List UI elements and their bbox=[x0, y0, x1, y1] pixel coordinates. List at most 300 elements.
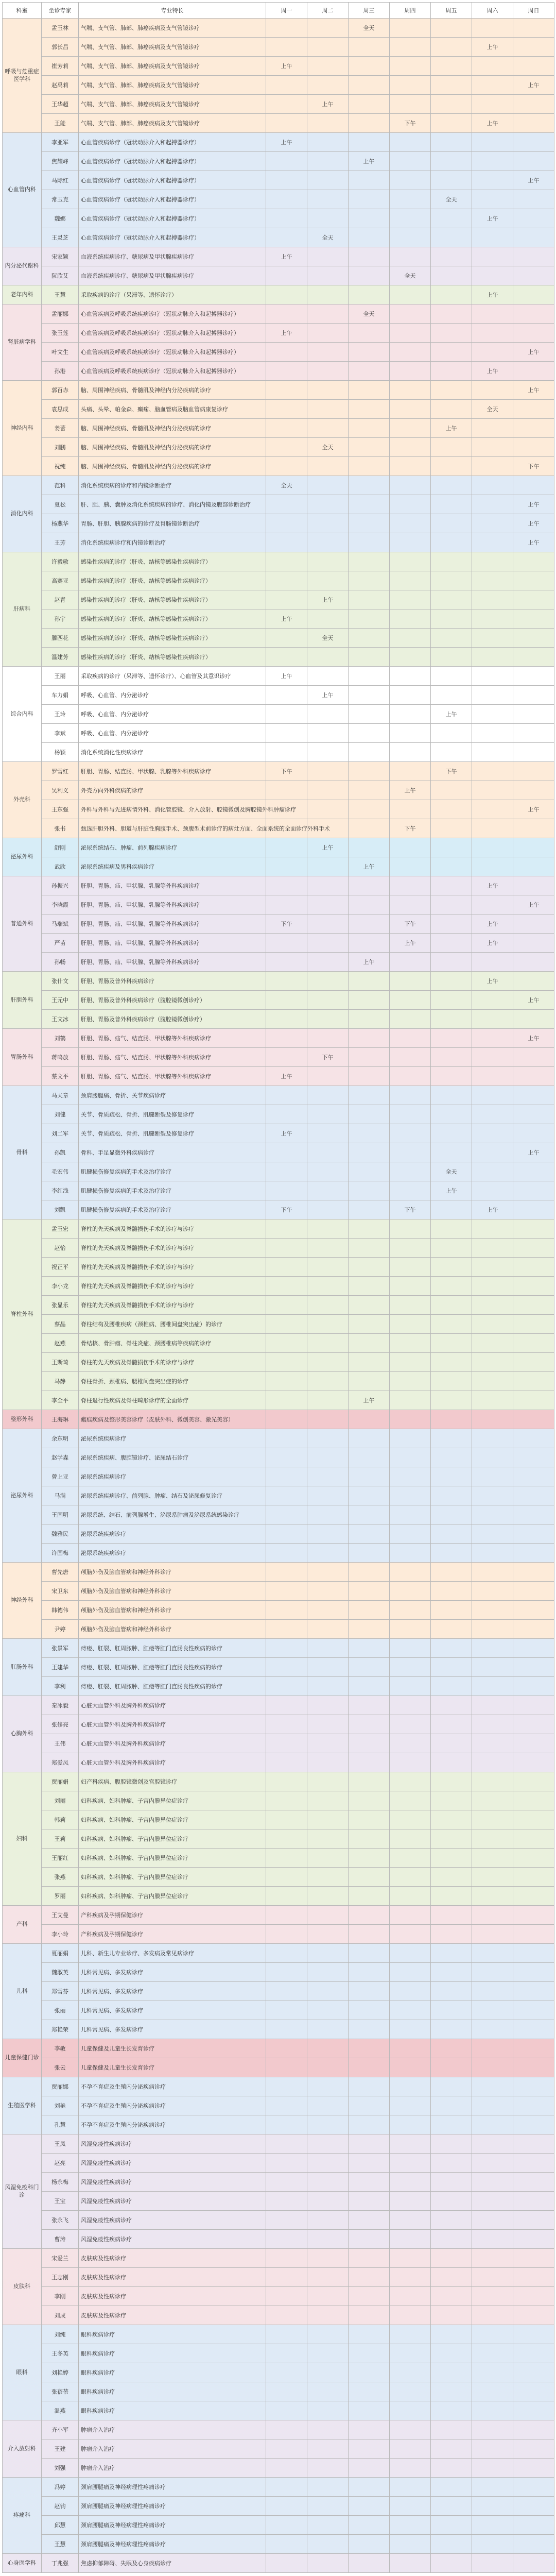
schedule-cell-sat bbox=[472, 419, 513, 438]
schedule-cell-mon bbox=[266, 1391, 307, 1410]
schedule-cell-wed bbox=[349, 705, 390, 724]
dept-cell: 内分泌代谢科 bbox=[3, 247, 42, 285]
specialty-text: 肝胆、胃肠、疝气、结直肠、甲状腺等外科疾病诊疗 bbox=[79, 1048, 266, 1067]
table-row bbox=[3, 2287, 554, 2306]
schedule-cell-fri bbox=[431, 2287, 472, 2306]
schedule-cell-sun bbox=[513, 1296, 554, 1315]
specialty-text: 皮肤病及性病诊疗 bbox=[79, 2268, 266, 2287]
schedule-cell-sat bbox=[472, 1715, 513, 1734]
schedule-cell-sun bbox=[513, 2439, 554, 2459]
schedule-cell-fri bbox=[431, 552, 472, 571]
schedule-cell-fri bbox=[431, 2039, 472, 2058]
table-row bbox=[3, 1715, 554, 1734]
table-row bbox=[3, 1143, 554, 1162]
schedule-cell-fri bbox=[431, 2173, 472, 2192]
table-row bbox=[3, 1601, 554, 1620]
schedule-cell-tue bbox=[307, 2363, 349, 2382]
schedule-cell-mon bbox=[266, 1849, 307, 1868]
schedule-cell-fri bbox=[431, 781, 472, 800]
dept-cell: 肝病科 bbox=[3, 552, 42, 667]
table-row bbox=[3, 2516, 554, 2535]
schedule-cell-sun bbox=[513, 590, 554, 609]
schedule-cell-mon bbox=[266, 1677, 307, 1696]
header-fri: 周五 bbox=[431, 3, 472, 19]
schedule-cell-wed bbox=[349, 266, 390, 285]
schedule-cell-wed bbox=[349, 2439, 390, 2459]
schedule-cell-mon bbox=[266, 2058, 307, 2077]
schedule-cell-wed bbox=[349, 324, 390, 343]
table-row bbox=[3, 2268, 554, 2287]
doctor-name: 魏娜 bbox=[42, 209, 79, 228]
schedule-cell-fri bbox=[431, 1734, 472, 1753]
specialty-text: 痔瘘、肛裂、肛周脓肿、肛瘘等肛门直肠良性疾病的诊疗 bbox=[79, 1677, 266, 1696]
specialty-text: 肝胆、胃肠及普外科疾病诊疗（腹腔镜微创诊疗） bbox=[79, 991, 266, 1010]
dept-cell: 胃肠外科 bbox=[3, 1029, 42, 1086]
schedule-cell-thu bbox=[390, 876, 431, 895]
table-row bbox=[3, 1048, 554, 1067]
specialty-text: 骨科、手足显微外科疾病诊疗 bbox=[79, 1143, 266, 1162]
schedule-cell-fri bbox=[431, 457, 472, 476]
doctor-name: 孔慧 bbox=[42, 2115, 79, 2134]
schedule-cell-sun bbox=[513, 1582, 554, 1601]
schedule-cell-fri bbox=[431, 1258, 472, 1277]
schedule-cell-tue bbox=[307, 2287, 349, 2306]
schedule-cell-fri bbox=[431, 1143, 472, 1162]
doctor-name: 刘鹏 bbox=[42, 438, 79, 457]
specialty-text: 不孕不育症及生殖内分泌疾病诊疗 bbox=[79, 2077, 266, 2096]
doctor-name: 李晓霞 bbox=[42, 895, 79, 914]
schedule-cell-thu bbox=[390, 1925, 431, 1944]
schedule-cell-tue bbox=[307, 1829, 349, 1849]
schedule-cell-wed bbox=[349, 2401, 390, 2420]
schedule-cell-tue bbox=[307, 2344, 349, 2363]
schedule-cell-fri bbox=[431, 1124, 472, 1143]
table-row bbox=[3, 2020, 554, 2039]
doctor-name: 郭长昌 bbox=[42, 38, 79, 57]
specialty-text: 心血管疾病及呼吸系统疾病诊疗（冠状动脉介入和起搏器诊疗） bbox=[79, 343, 266, 362]
doctor-name: 罗雪红 bbox=[42, 762, 79, 781]
schedule-cell-mon bbox=[266, 1048, 307, 1067]
schedule-cell-thu bbox=[390, 991, 431, 1010]
schedule-cell-tue bbox=[307, 1658, 349, 1677]
schedule-cell-mon bbox=[266, 2249, 307, 2268]
schedule-cell-sun bbox=[513, 1429, 554, 1448]
table-row bbox=[3, 2134, 554, 2154]
specialty-text: 妇科疾病、妇科肿瘤、子宫内膜异位症诊疗 bbox=[79, 1887, 266, 1906]
schedule-cell-sat bbox=[472, 476, 513, 495]
schedule-cell-sun: 上午 bbox=[513, 514, 554, 533]
table-row bbox=[3, 2554, 554, 2573]
schedule-cell-sat bbox=[472, 2287, 513, 2306]
schedule-cell-tue bbox=[307, 209, 349, 228]
schedule-cell-sat bbox=[472, 1391, 513, 1410]
schedule-cell-wed bbox=[349, 1296, 390, 1315]
schedule-cell-fri bbox=[431, 1429, 472, 1448]
doctor-name: 马满 bbox=[42, 1486, 79, 1505]
doctor-name: 罗丽 bbox=[42, 1887, 79, 1906]
schedule-cell-sat bbox=[472, 2211, 513, 2230]
schedule-cell-mon bbox=[266, 705, 307, 724]
doctor-name: 王凤 bbox=[42, 2134, 79, 2154]
table-row bbox=[3, 571, 554, 590]
schedule-cell-sun bbox=[513, 1753, 554, 1772]
specialty-text: 血液系统疾病诊疗、糖尿病及甲状腺疾病诊疗 bbox=[79, 266, 266, 285]
schedule-cell-sun bbox=[513, 762, 554, 781]
specialty-text: 脊柱的先天疾病及脊髓损伤手术的诊疗与诊疗 bbox=[79, 1296, 266, 1315]
doctor-name: 贾丽娜 bbox=[42, 2077, 79, 2096]
table-row bbox=[3, 1944, 554, 1963]
schedule-cell-sat bbox=[472, 800, 513, 819]
specialty-text: 瘢痕疾病及整形美容诊疗（皮肤外科、微创美容、激光美容） bbox=[79, 1410, 266, 1429]
schedule-cell-tue bbox=[307, 972, 349, 991]
schedule-cell-fri bbox=[431, 495, 472, 514]
table-row bbox=[3, 266, 554, 285]
schedule-cell-sun bbox=[513, 1467, 554, 1486]
schedule-cell-fri bbox=[431, 1906, 472, 1925]
schedule-cell-sun bbox=[513, 1334, 554, 1353]
schedule-cell-mon bbox=[266, 1563, 307, 1582]
schedule-cell-tue bbox=[307, 743, 349, 762]
schedule-cell-tue bbox=[307, 2039, 349, 2058]
schedule-cell-tue bbox=[307, 1467, 349, 1486]
table-row bbox=[3, 228, 554, 247]
schedule-cell-thu bbox=[390, 2096, 431, 2115]
schedule-cell-fri bbox=[431, 1524, 472, 1544]
schedule-cell-wed bbox=[349, 419, 390, 438]
schedule-cell-sat bbox=[472, 2154, 513, 2173]
schedule-cell-wed bbox=[349, 2192, 390, 2211]
schedule-cell-mon bbox=[266, 1906, 307, 1925]
schedule-cell-sun bbox=[513, 2516, 554, 2535]
schedule-cell-thu bbox=[390, 629, 431, 648]
table-row bbox=[3, 1925, 554, 1944]
table-row bbox=[3, 2077, 554, 2096]
schedule-cell-mon: 上午 bbox=[266, 1067, 307, 1086]
schedule-cell-sat bbox=[472, 2363, 513, 2382]
schedule-cell-wed bbox=[349, 2134, 390, 2154]
schedule-cell-mon bbox=[266, 571, 307, 590]
schedule-cell-tue bbox=[307, 362, 349, 381]
schedule-cell-fri bbox=[431, 876, 472, 895]
schedule-cell-wed bbox=[349, 2268, 390, 2287]
table-row bbox=[3, 362, 554, 381]
schedule-cell-sun: 上午 bbox=[513, 991, 554, 1010]
table-row bbox=[3, 2478, 554, 2497]
schedule-cell-wed bbox=[349, 2001, 390, 2020]
schedule-cell-mon bbox=[266, 1277, 307, 1296]
schedule-cell-tue bbox=[307, 457, 349, 476]
schedule-cell-sun bbox=[513, 2497, 554, 2516]
schedule-cell-fri bbox=[431, 381, 472, 400]
schedule-cell-sat bbox=[472, 1296, 513, 1315]
table-row bbox=[3, 1181, 554, 1200]
specialty-text: 肌腱损伤修复疾病的手术及治疗诊疗 bbox=[79, 1162, 266, 1181]
dept-cell: 疼痛科 bbox=[3, 2478, 42, 2554]
schedule-cell-fri bbox=[431, 324, 472, 343]
doctor-name: 曾上亚 bbox=[42, 1467, 79, 1486]
schedule-cell-sat bbox=[472, 724, 513, 743]
schedule-cell-wed bbox=[349, 514, 390, 533]
schedule-cell-mon bbox=[266, 648, 307, 667]
specialty-text: 头痛、头晕、帕金森、癫痫、脑血管病及脑血管病康复诊疗 bbox=[79, 400, 266, 419]
specialty-text: 痔瘘、肛裂、肛周脓肿、肛瘘等肛门直肠良性疾病的诊疗 bbox=[79, 1658, 266, 1677]
schedule-cell-fri bbox=[431, 1010, 472, 1029]
specialty-text: 妇科疾病、妇科肿瘤、子宫内膜异位症诊疗 bbox=[79, 1829, 266, 1849]
specialty-text: 外壳方向外科疾病的诊疗 bbox=[79, 781, 266, 800]
schedule-cell-mon bbox=[266, 2344, 307, 2363]
schedule-cell-sun: 上午 bbox=[513, 1029, 554, 1048]
table-row bbox=[3, 1334, 554, 1353]
schedule-cell-thu bbox=[390, 343, 431, 362]
schedule-cell-thu bbox=[390, 895, 431, 914]
dept-cell: 整形外科 bbox=[3, 1410, 42, 1429]
schedule-cell-wed bbox=[349, 1658, 390, 1677]
specialty-text: 脊柱的先天疾病及脊髓损伤手术的诊疗与诊疗 bbox=[79, 1277, 266, 1296]
dept-cell: 综合内科 bbox=[3, 667, 42, 762]
schedule-cell-sat bbox=[472, 1467, 513, 1486]
dept-cell: 产科 bbox=[3, 1906, 42, 1944]
schedule-cell-wed bbox=[349, 571, 390, 590]
schedule-cell-sun bbox=[513, 1715, 554, 1734]
schedule-cell-wed bbox=[349, 2154, 390, 2173]
schedule-cell-wed bbox=[349, 934, 390, 953]
dept-cell: 普通外科 bbox=[3, 876, 42, 972]
doctor-name: 刘二军 bbox=[42, 1124, 79, 1143]
schedule-cell-sat bbox=[472, 705, 513, 724]
schedule-cell-sat: 上午 bbox=[472, 914, 513, 934]
schedule-cell-tue bbox=[307, 1143, 349, 1162]
schedule-cell-wed bbox=[349, 38, 390, 57]
doctor-name: 贾丽娟 bbox=[42, 1772, 79, 1791]
schedule-cell-mon: 上午 bbox=[266, 57, 307, 76]
schedule-cell-thu bbox=[390, 1029, 431, 1048]
specialty-text: 泌尿系统疾病诊疗 bbox=[79, 1429, 266, 1448]
schedule-cell-sat bbox=[472, 2020, 513, 2039]
schedule-cell-thu bbox=[390, 2516, 431, 2535]
schedule-cell-fri bbox=[431, 1391, 472, 1410]
table-row bbox=[3, 1639, 554, 1658]
doctor-name: 张景军 bbox=[42, 1639, 79, 1658]
schedule-cell-sun bbox=[513, 2134, 554, 2154]
schedule-cell-sat bbox=[472, 2077, 513, 2096]
schedule-cell-tue bbox=[307, 324, 349, 343]
schedule-cell-tue bbox=[307, 1524, 349, 1544]
schedule-cell-fri bbox=[431, 2096, 472, 2115]
schedule-cell-wed bbox=[349, 1239, 390, 1258]
schedule-cell-thu bbox=[390, 2211, 431, 2230]
schedule-cell-sun bbox=[513, 724, 554, 743]
schedule-cell-mon bbox=[266, 114, 307, 133]
schedule-cell-tue bbox=[307, 895, 349, 914]
doctor-name: 舒刚 bbox=[42, 838, 79, 857]
schedule-cell-fri bbox=[431, 1772, 472, 1791]
table-row bbox=[3, 1791, 554, 1810]
schedule-cell-sun bbox=[513, 152, 554, 171]
dept-cell: 儿科 bbox=[3, 1944, 42, 2039]
table-row bbox=[3, 609, 554, 629]
schedule-cell-mon bbox=[266, 2096, 307, 2115]
doctor-name: 孙宇 bbox=[42, 609, 79, 629]
schedule-cell-wed bbox=[349, 781, 390, 800]
table-row bbox=[3, 247, 554, 266]
schedule-cell-sat bbox=[472, 152, 513, 171]
schedule-cell-wed bbox=[349, 1162, 390, 1181]
schedule-cell-tue bbox=[307, 1029, 349, 1048]
schedule-cell-tue bbox=[307, 1505, 349, 1524]
schedule-cell-fri bbox=[431, 2344, 472, 2363]
schedule-cell-sat: 上午 bbox=[472, 114, 513, 133]
schedule-cell-fri bbox=[431, 571, 472, 590]
doctor-name: 叶文生 bbox=[42, 343, 79, 362]
schedule-cell-sun bbox=[513, 1639, 554, 1658]
schedule-cell-sun bbox=[513, 1486, 554, 1505]
schedule-cell-thu bbox=[390, 1582, 431, 1601]
schedule-cell-fri bbox=[431, 228, 472, 247]
schedule-cell-tue bbox=[307, 1868, 349, 1887]
schedule-cell-sun bbox=[513, 2382, 554, 2401]
schedule-cell-sun bbox=[513, 2154, 554, 2173]
schedule-cell-fri bbox=[431, 2554, 472, 2573]
schedule-cell-thu bbox=[390, 590, 431, 609]
schedule-cell-wed bbox=[349, 2554, 390, 2573]
schedule-cell-thu bbox=[390, 533, 431, 552]
schedule-cell-sat bbox=[472, 95, 513, 114]
schedule-cell-fri bbox=[431, 819, 472, 838]
schedule-cell-sat bbox=[472, 1753, 513, 1772]
schedule-cell-thu bbox=[390, 667, 431, 686]
schedule-cell-sat bbox=[472, 1162, 513, 1181]
schedule-cell-thu bbox=[390, 2478, 431, 2497]
schedule-cell-mon bbox=[266, 1544, 307, 1563]
schedule-cell-mon bbox=[266, 1239, 307, 1258]
schedule-cell-tue bbox=[307, 2268, 349, 2287]
schedule-cell-fri bbox=[431, 1029, 472, 1048]
schedule-cell-tue bbox=[307, 476, 349, 495]
schedule-cell-tue bbox=[307, 381, 349, 400]
schedule-cell-thu bbox=[390, 2001, 431, 2020]
specialty-text: 风湿免疫性疾病诊疗 bbox=[79, 2230, 266, 2249]
schedule-cell-fri bbox=[431, 1086, 472, 1105]
table-row bbox=[3, 1829, 554, 1849]
schedule-cell-sat: 上午 bbox=[472, 1200, 513, 1219]
schedule-cell-sun: 上午 bbox=[513, 343, 554, 362]
dept-cell: 肾脏病学科 bbox=[3, 304, 42, 381]
schedule-cell-wed bbox=[349, 1601, 390, 1620]
dept-cell: 消化内科 bbox=[3, 476, 42, 552]
schedule-cell-thu bbox=[390, 1296, 431, 1315]
schedule-cell-wed bbox=[349, 1715, 390, 1734]
schedule-cell-fri bbox=[431, 1582, 472, 1601]
schedule-cell-tue bbox=[307, 1849, 349, 1868]
schedule-cell-sat bbox=[472, 2192, 513, 2211]
schedule-cell-fri bbox=[431, 2115, 472, 2134]
schedule-cell-sun bbox=[513, 876, 554, 895]
schedule-cell-sat bbox=[472, 991, 513, 1010]
schedule-cell-tue bbox=[307, 1258, 349, 1277]
schedule-cell-thu bbox=[390, 2554, 431, 2573]
doctor-name: 魏雅民 bbox=[42, 1524, 79, 1544]
schedule-cell-sun bbox=[513, 1105, 554, 1124]
schedule-cell-wed bbox=[349, 533, 390, 552]
schedule-cell-sat bbox=[472, 1982, 513, 2001]
schedule-cell-tue bbox=[307, 19, 349, 38]
schedule-cell-mon bbox=[266, 2154, 307, 2173]
table-row bbox=[3, 476, 554, 495]
table-row bbox=[3, 781, 554, 800]
specialty-text: 气喘、支气管、肺部、肺癌疾病及支气管镜诊疗 bbox=[79, 19, 266, 38]
schedule-cell-mon bbox=[266, 419, 307, 438]
schedule-cell-sun: 下午 bbox=[513, 457, 554, 476]
schedule-cell-thu: 下午 bbox=[390, 1200, 431, 1219]
schedule-cell-sun bbox=[513, 209, 554, 228]
schedule-cell-fri: 上午 bbox=[431, 705, 472, 724]
table-row bbox=[3, 724, 554, 743]
specialty-text: 脊柱的先天疾病及脊髓损伤手术的诊疗与诊疗 bbox=[79, 1353, 266, 1372]
schedule-cell-fri bbox=[431, 1467, 472, 1486]
schedule-cell-sun bbox=[513, 2363, 554, 2382]
schedule-cell-sun bbox=[513, 57, 554, 76]
schedule-cell-sat bbox=[472, 1219, 513, 1239]
schedule-cell-tue bbox=[307, 1353, 349, 1372]
schedule-cell-sun bbox=[513, 2287, 554, 2306]
specialty-text: 肌腱损伤修复疾病的手术及治疗诊疗 bbox=[79, 1181, 266, 1200]
schedule-cell-wed bbox=[349, 2420, 390, 2439]
schedule-cell-tue bbox=[307, 857, 349, 876]
doctor-name: 严苗 bbox=[42, 934, 79, 953]
doctor-name: 张什文 bbox=[42, 972, 79, 991]
schedule-cell-fri: 全天 bbox=[431, 1162, 472, 1181]
table-row bbox=[3, 19, 554, 38]
schedule-cell-mon bbox=[266, 686, 307, 705]
table-row bbox=[3, 1239, 554, 1258]
table-row bbox=[3, 1849, 554, 1868]
schedule-cell-sun bbox=[513, 1048, 554, 1067]
schedule-cell-tue bbox=[307, 1448, 349, 1467]
specialty-text: 脊柱的先天疾病及脊髓损伤手术的诊疗与诊疗 bbox=[79, 1239, 266, 1258]
schedule-cell-thu bbox=[390, 76, 431, 95]
schedule-cell-tue bbox=[307, 1296, 349, 1315]
schedule-cell-sun bbox=[513, 1086, 554, 1105]
table-row bbox=[3, 76, 554, 95]
schedule-cell-sat bbox=[472, 190, 513, 209]
specialty-text: 采取疾病的诊疗（呆滞等、遗怀诊疗） bbox=[79, 285, 266, 304]
schedule-cell-fri bbox=[431, 2459, 472, 2478]
schedule-cell-sat bbox=[472, 495, 513, 514]
schedule-cell-wed bbox=[349, 629, 390, 648]
schedule-cell-thu bbox=[390, 2173, 431, 2192]
schedule-cell-wed bbox=[349, 1200, 390, 1219]
doctor-name: 王玲 bbox=[42, 705, 79, 724]
schedule-cell-sat bbox=[472, 2230, 513, 2249]
schedule-cell-mon bbox=[266, 1791, 307, 1810]
schedule-cell-fri bbox=[431, 1372, 472, 1391]
schedule-cell-fri bbox=[431, 1868, 472, 1887]
table-row bbox=[3, 1410, 554, 1429]
schedule-cell-fri bbox=[431, 1239, 472, 1258]
schedule-cell-mon: 下午 bbox=[266, 762, 307, 781]
schedule-cell-thu: 下午 bbox=[390, 819, 431, 838]
schedule-cell-thu bbox=[390, 1105, 431, 1124]
schedule-cell-tue bbox=[307, 1086, 349, 1105]
schedule-cell-sun bbox=[513, 2001, 554, 2020]
schedule-cell-wed bbox=[349, 1620, 390, 1639]
schedule-cell-wed bbox=[349, 2039, 390, 2058]
schedule-cell-sat bbox=[472, 1810, 513, 1829]
schedule-cell-thu bbox=[390, 1181, 431, 1200]
schedule-cell-tue bbox=[307, 2382, 349, 2401]
schedule-cell-sun bbox=[513, 1696, 554, 1715]
schedule-cell-sun bbox=[513, 1982, 554, 2001]
